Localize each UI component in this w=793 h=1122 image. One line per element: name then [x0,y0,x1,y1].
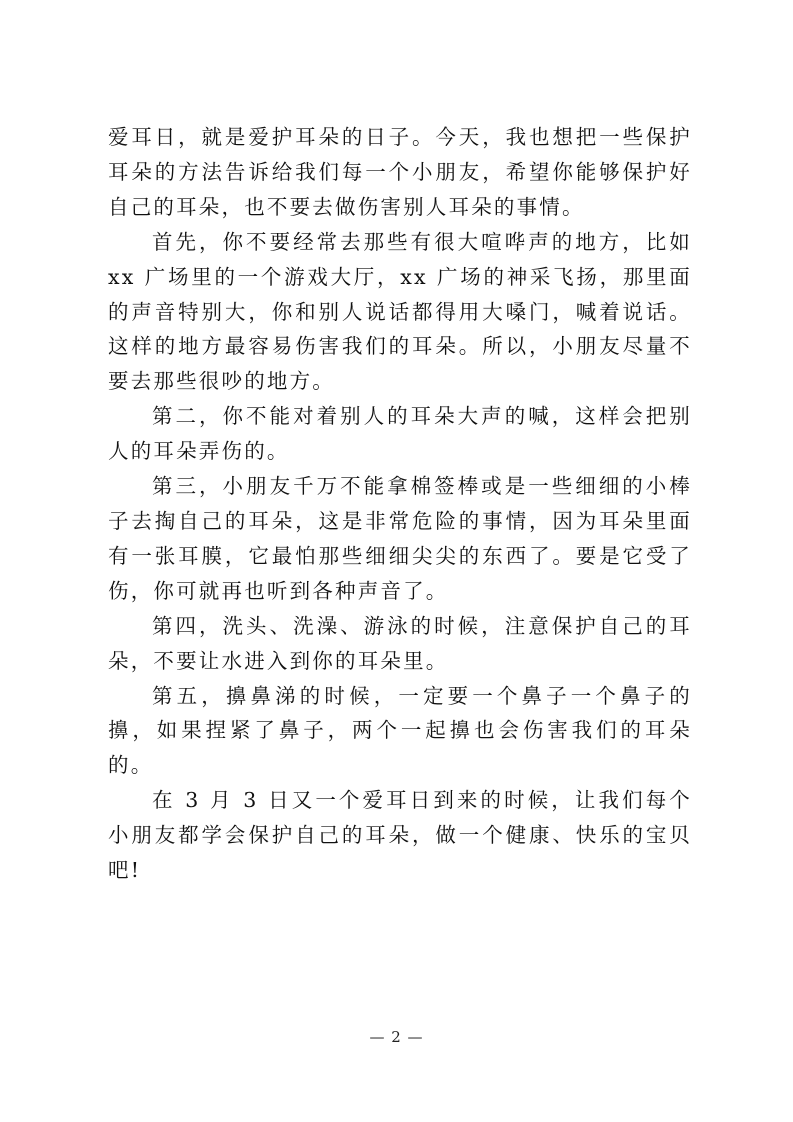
paragraph-fourth-tip: 第四，洗头、洗澡、游泳的时候，注意保护自己的耳朵，不要让水进入到你的耳朵里。 [108,613,692,673]
paragraph-first-tip: 首先，你不要经常去那些有很大喧哗声的地方，比如 xx 广场里的一个游戏大厅，xx 广场的神采飞扬，那里面的声音特别大，你和别人说话都得用大嗓门，喊着说话。这样的地方最容易伤害我们的耳朵。所以，小朋友尽量不要去那些很吵的地方。 [108,229,692,394]
paragraph-third-tip: 第三，小朋友千万不能拿棉签棒或是一些细细的小棒子去掏自己的耳朵，这是非常危险的事情，因为耳朵里面有一张耳膜，它最怕那些细细尖尖的东西了。要是它受了伤，你可就再也听到各种声音了。 [108,474,692,603]
paragraph-intro-continued: 爱耳日，就是爱护耳朵的日子。今天，我也想把一些保护耳朵的方法告诉给我们每一个小朋友，希望你能够保护好自己的耳朵，也不要去做伤害别人耳朵的事情。 [108,125,692,219]
paragraph-fifth-tip: 第五，擤鼻涕的时候，一定要一个鼻子一个鼻子的擤，如果捏紧了鼻子，两个一起擤也会伤害我们的耳朵的。 [108,683,692,778]
paragraph-second-tip: 第二，你不能对着别人的耳朵大声的喊，这样会把别人的耳朵弄伤的。 [108,404,692,464]
document-body [108,120,692,888]
page-number: — 2 — [369,1028,424,1046]
paragraph-conclusion: 在 3 月 3 日又一个爱耳日到来的时候，让我们每个小朋友都学会保护自己的耳朵，做一个健康、快乐的宝贝吧! [108,788,692,883]
